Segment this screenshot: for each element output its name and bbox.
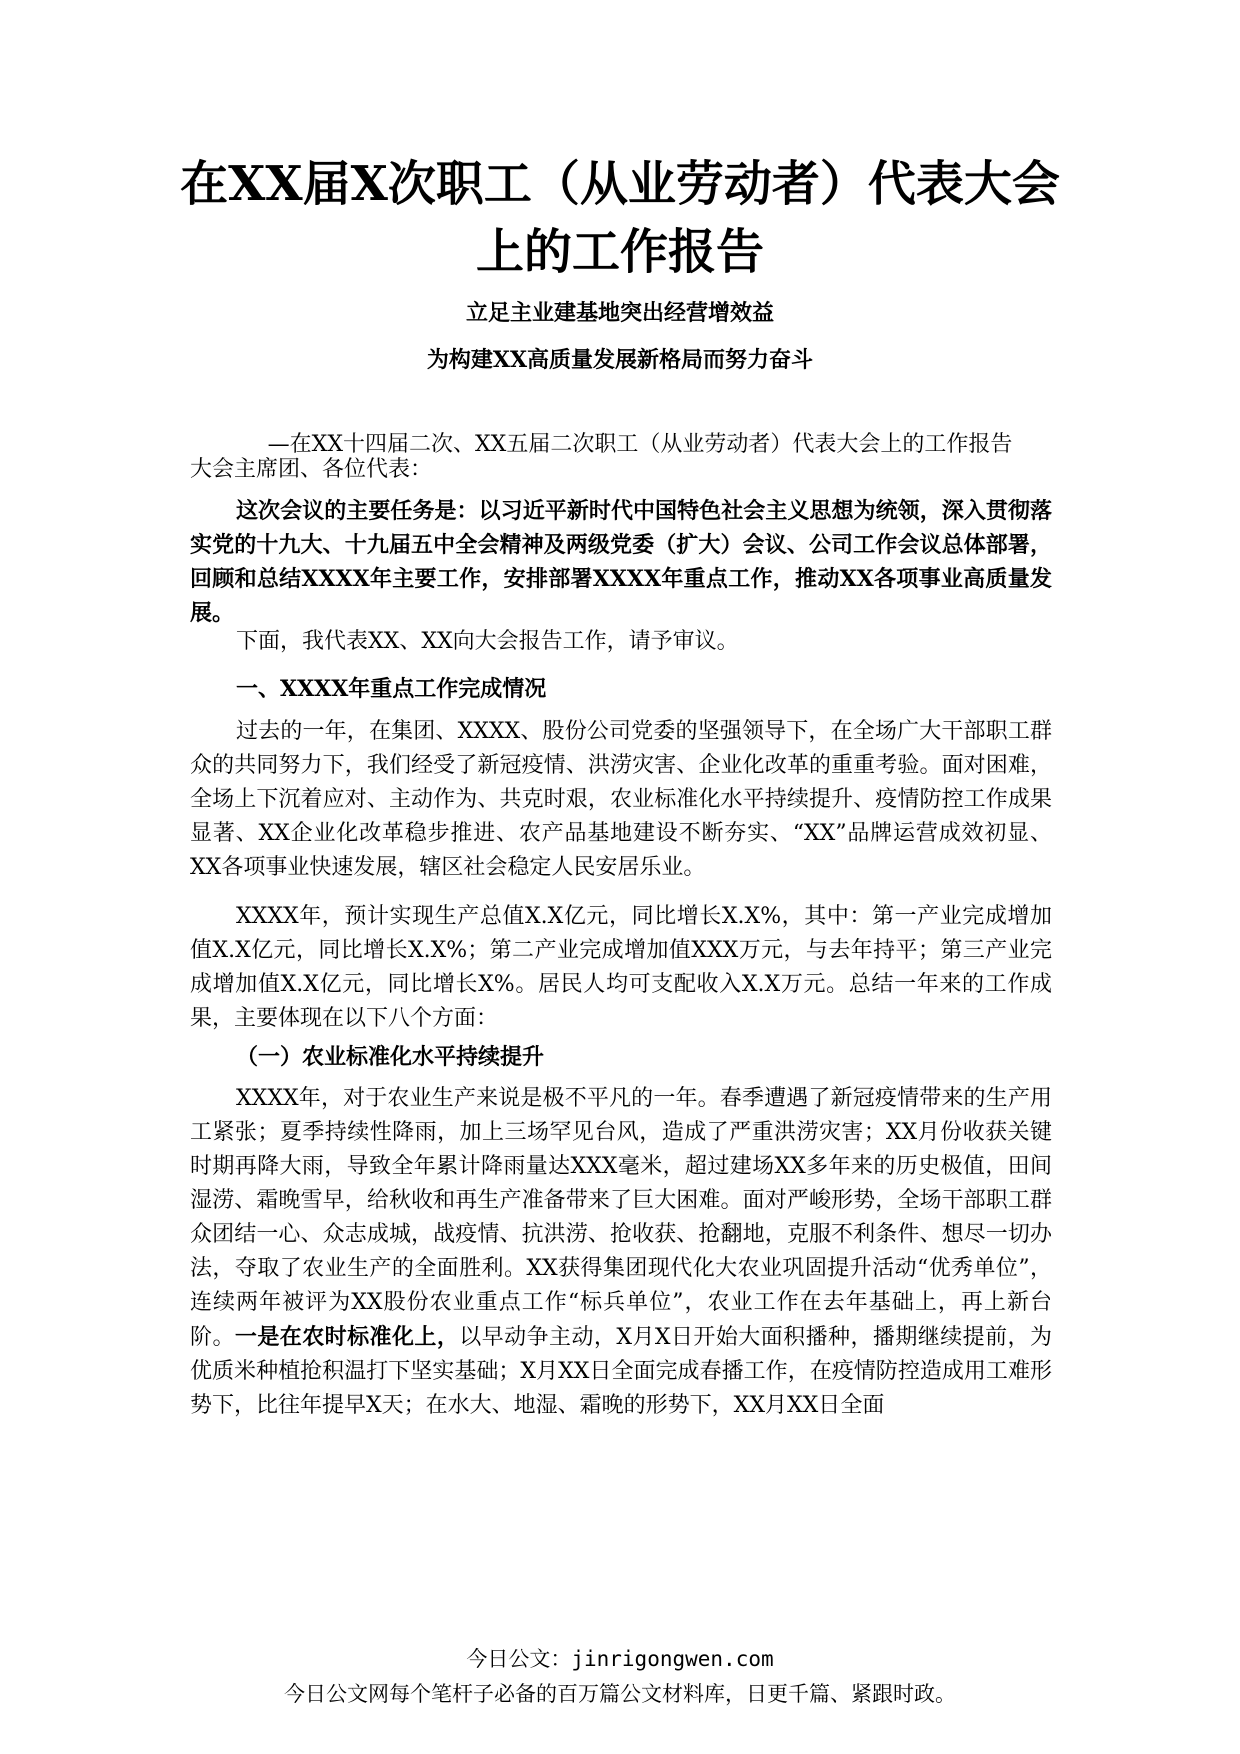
- subsection-heading-1: （一）农业标准化水平持续提升: [236, 1044, 545, 1070]
- subtitle-1: 立足主业建基地突出经营增效益: [465, 300, 774, 326]
- intro-paragraph: 这次会议的主要任务是：以习近平新时代中国特色社会主义思想为统领，深入贯彻落实党的十九大、十九届五中全会精神及两级党委（扩大）会议、公司工作会议总体部署，回顾和总结XXXX年主要工作，安排部署XXXX年重点工作，推动XX各项事业高质量发展。: [190, 498, 1052, 626]
- section-heading-1: 一、XXXX年重点工作完成情况: [236, 676, 547, 702]
- report-subtitle: —在XX十四届二次、XX五届二次职工（从业劳动者）代表大会上的工作报告: [267, 432, 1013, 457]
- paragraph-3-bold: 一是在农时标准化上，: [234, 1324, 460, 1350]
- report-line: 下面，我代表XX、XX向大会报告工作，请予审议。: [236, 629, 739, 654]
- footer-slogan: 今日公文网每个笔杆子必备的百万篇公文材料库，日更千篇、紧跟时政。: [284, 1682, 956, 1706]
- title-line-1: 在XX届X次职工（从业劳动者）代表大会: [180, 156, 1060, 212]
- subtitle-2: 为构建XX高质量发展新格局而努力奋斗: [426, 347, 814, 373]
- title-line-2: 上的工作报告: [475, 224, 764, 280]
- footer-url-link[interactable]: jinrigongwen.com: [571, 1647, 774, 1671]
- page-title: [150, 150, 1090, 286]
- paragraph-2: XXXX年，预计实现生产总值X.X亿元，同比增长X.X%，其中：第一产业完成增加值X.X亿元，同比增长X.X%；第二产业完成增加值XXX万元，与去年持平；第三产业完成增加值X.X亿元，同比增长X%。居民人均可支配收入X.X万元。总结一年来的工作成果，主要体现在以下八个方面：: [190, 904, 1052, 1031]
- footer-label: 今日公文：: [466, 1647, 572, 1671]
- paragraph-1: 过去的一年，在集团、XXXX、股份公司党委的坚强领导下，在全场广大干部职工群众的共同努力下，我们经受了新冠疫情、洪涝灾害、企业化改革的重重考验。面对困难，全场上下沉着应对、主动作为、共克时艰，农业标准化水平持续提升、疫情防控工作成果显著、XX企业化改革稳步推进、农产品基地建设不断夯实、“XX”品牌运营成效初显、XX各项事业快速发展，辖区社会稳定人民安居乐业。: [190, 719, 1052, 880]
- salutation: 大会主席团、各位代表：: [190, 457, 433, 482]
- paragraph-3-text-a: XXXX年，对于农业生产来说是极不平凡的一年。春季遭遇了新冠疫情带来的生产用工紧张；夏季持续性降雨，加上三场罕见台风，造成了严重洪涝灾害；XX月份收获关键时期再降大雨，导致全年累计降雨量达XXX毫米，超过建场XX多年来的历史极值，田间湿涝、霜晚雪早，给秋收和再生产准备带来了巨大困难。面对严峻形势，全场干部职工群众团结一心、众志成城，战疫情、抗洪涝、抢收获、抢翻地，克服不利条件、想尽一切办法，夺取了农业生产的全面胜利。XX获得集团现代化大农业巩固提升活动“优秀单位”，连续两年被评为XX股份农业重点工作“标兵单位”，农业工作在去年基础上，再上新台阶。: [190, 1086, 1052, 1350]
- paragraph-3: [190, 1082, 1052, 1423]
- paragraph-3-text-b: 以早动争主动，X月X日开始大面积播种，播期继续提前，为优质米种植抢积温打下坚实基础；X月XX日全面完成春播工作，在疫情防控造成用工难形势下，比往年提早X天；在水大、地湿、霜晚的形势下，XX月XX日全面: [190, 1325, 1052, 1418]
- footer-source: [0, 1643, 1240, 1673]
